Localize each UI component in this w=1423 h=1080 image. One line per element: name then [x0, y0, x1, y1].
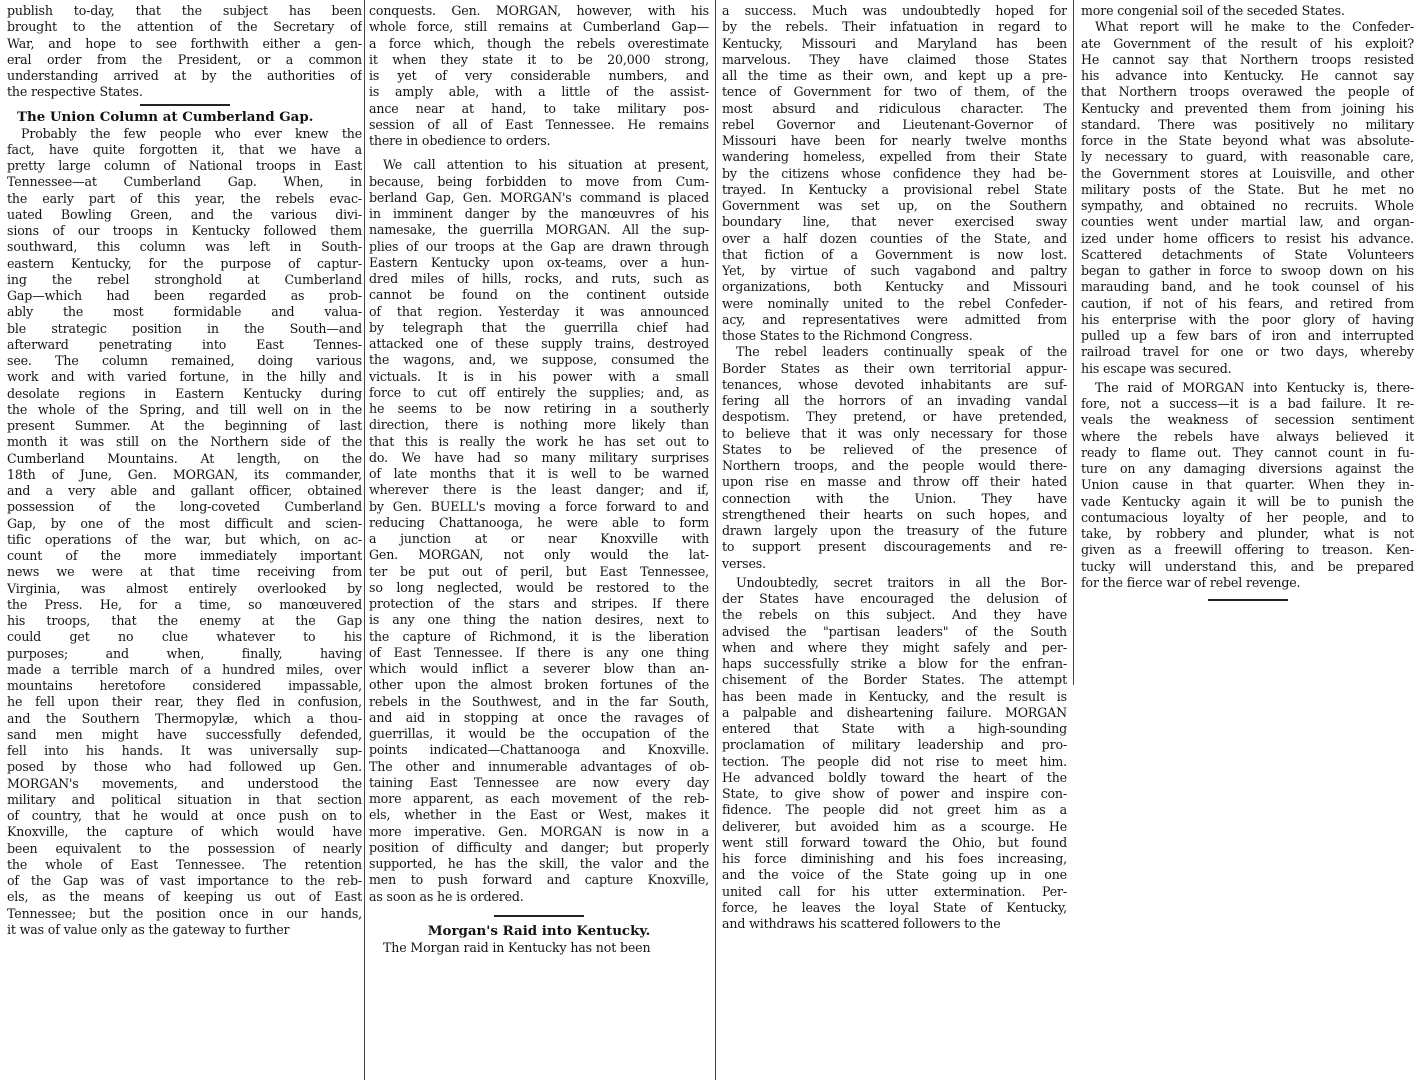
text-line: see. The column remained, doing various [7, 353, 362, 368]
text-line: plies of our troops at the Gap are drawn through [369, 238, 709, 254]
text-line: connection with the Union. They have [722, 490, 1067, 506]
text-line: is yet of very considerable numbers, and [369, 68, 709, 83]
text-line: els, as the means of keeping us out of East [7, 889, 362, 905]
text-line: counties went under martial law, and organ- [1081, 214, 1414, 230]
text-line: men to push forward and capture Knoxville, [369, 872, 709, 888]
text-line: the early part of this year, the rebels evac- [7, 190, 362, 206]
text-line: der States have encouraged the delusion of [722, 591, 1067, 606]
text-line: posed by those who had followed up Gen. [7, 759, 362, 775]
article-heading-union-column: The Union Column at Cumberland Gap. [17, 108, 314, 125]
text-line: Union cause in that quarter. When they in- [1081, 477, 1414, 493]
text-line: been equivalent to the possession of nearly [7, 840, 362, 856]
text-line: sympathy, and obtained no recruits. Whole [1081, 198, 1414, 213]
text-line: brought to the attention of the Secretary of [7, 19, 362, 35]
text-line: publish to-day, that the subject has been [7, 3, 362, 18]
text-line: conquests. Gen. MORGAN, however, with his [369, 3, 709, 18]
text-line: military and political situation in that section [7, 791, 362, 807]
text-line: cannot be found on the continent outside [369, 287, 709, 303]
text-line: mountains heretofore considered impassable, [7, 678, 362, 693]
text-line: Yet, by virtue of such vagabond and paltry [722, 263, 1067, 278]
column-4-paragraph-3 [1081, 380, 1414, 591]
text-line: there in obedience to orders. [369, 133, 551, 148]
text-line: whole force, still remains at Cumberland Gap— [369, 19, 709, 35]
text-line: of country, that he would at once push on to [7, 808, 362, 823]
text-line: a force which, though the rebels overestimate [369, 35, 709, 51]
text-line: drawn largely upon the treasury of the future [722, 523, 1067, 538]
text-line: The Morgan raid in Kentucky has not been [383, 939, 651, 955]
text-line: force in the State beyond what was absolute- [1081, 133, 1414, 148]
text-line: Kentucky, Missouri and Maryland has been [722, 35, 1067, 51]
text-line: tific operations of the war, but which, on ac- [7, 531, 362, 547]
column-2-paragraph-1 [369, 3, 709, 149]
column-4-end-rule [1208, 599, 1288, 601]
text-line: it was of value only as the gateway to further [7, 921, 290, 937]
text-line: those States to the Richmond Congress. [722, 328, 973, 343]
text-line: over a half dozen counties of the State, and [722, 230, 1067, 246]
text-line: Eastern Kentucky upon ox-teams, over a hun- [369, 254, 709, 270]
text-line: ture on any damaging diversions against the [1081, 461, 1414, 476]
text-line: deliverer, but avoided him as a scourge. He [722, 818, 1067, 834]
text-line: acy, and representatives were admitted from [722, 311, 1067, 327]
text-line: despotism. They pretend, or have pretended, [722, 409, 1067, 425]
text-line: the capture of Richmond, it is the liberation [369, 628, 709, 644]
text-line: his force diminishing and his foes increasing, [722, 851, 1067, 866]
text-line: united call for his utter extermination. Per- [722, 883, 1067, 899]
text-line: when and where they might safely and per- [722, 639, 1067, 655]
text-line: eastern Kentucky, for the purpose of captur- [7, 255, 362, 271]
column-2 [369, 0, 709, 1080]
text-line: news we were at that time receiving from [7, 564, 362, 580]
text-line: more imperative. Gen. MORGAN is now in a [369, 823, 709, 839]
text-line: force to cut off entirely the supplies; and, as [369, 384, 709, 400]
text-line: Kentucky and prevented them from joining his [1081, 100, 1414, 116]
text-line: Cumberland Mountains. At length, on the [7, 450, 362, 466]
text-line: he fell upon their rear, they fled in confusion, [7, 694, 362, 710]
text-line: is any one thing the nation desires, next to [369, 612, 709, 628]
text-line: fell into his hands. It was universally sup- [7, 743, 362, 758]
text-line: What report will he make to the Confeder- [1095, 19, 1414, 35]
text-line: of East Tennessee. If there is any one thing [369, 644, 709, 660]
text-line: purposes; and when, finally, having [7, 645, 362, 661]
text-line: Gap, by one of the most difficult and scien- [7, 515, 362, 531]
text-line: count of the more immediately important [7, 548, 362, 563]
text-line: points indicated—Chattanooga and Knoxville. [369, 742, 709, 758]
text-line: could get no clue whatever to his [7, 629, 362, 645]
text-line: is amply able, with a little of the assist- [369, 84, 709, 100]
text-line: contumacious loyalty of her people, and to [1081, 509, 1414, 525]
text-line: ly necessary to guard, with reasonable care, [1081, 149, 1414, 165]
text-line: position of difficulty and danger; but properly [369, 839, 709, 855]
text-line: 18th of June, Gen. MORGAN, its commander, [7, 466, 362, 482]
text-line: verses. [722, 555, 766, 571]
text-line: sand men might have successfully defended, [7, 726, 362, 742]
column-divider-1 [364, 0, 365, 1080]
text-line: the wagons, and, we suppose, consumed the [369, 352, 709, 368]
text-line: it when they state it to be 20,000 strong, [369, 51, 709, 67]
text-line: where the rebels have always believed it [1081, 428, 1414, 444]
column-2-paragraph-2 [369, 157, 709, 905]
text-line: vade Kentucky again it will be to punish the [1081, 493, 1414, 509]
text-line: ably the most formidable and valua- [7, 304, 362, 320]
text-line: Missouri have been for nearly twelve months [722, 133, 1067, 148]
text-line: were nominally united to the rebel Confeder- [722, 295, 1067, 311]
text-line: the whole of East Tennessee. The retention [7, 856, 362, 872]
text-line: State, to give show of power and inspire con- [722, 786, 1067, 801]
text-line: by telegraph that the guerrilla chief had [369, 319, 709, 335]
text-line: Northern troops, and the people would there- [722, 458, 1067, 473]
text-line: to believe that it was only necessary for those [722, 425, 1067, 441]
text-line: wandering homeless, expelled from their State [722, 149, 1067, 165]
column-1 [7, 0, 362, 1080]
text-line: strengthened their hearts on such hopes, and [722, 506, 1067, 522]
text-line: Probably the few people who ever knew the [21, 125, 362, 141]
text-line: ready to flame out. They cannot count in fu- [1081, 444, 1414, 460]
text-line: and the voice of the State going up in one [722, 867, 1067, 883]
text-line: the rebels on this subject. And they have [722, 607, 1067, 623]
text-line: his enterprise with the poor glory of having [1081, 311, 1414, 327]
text-line: more congenial soil of the seceded States. [1081, 3, 1345, 18]
text-line: a success. Much was undoubtedly hoped for [722, 3, 1067, 18]
text-line: MORGAN's movements, and understood the [7, 775, 362, 791]
text-line: The rebel leaders continually speak of the [736, 344, 1067, 360]
text-line: and aid in stopping at once the ravages of [369, 709, 709, 725]
column-1-rule [140, 104, 230, 106]
text-line: ized under home officers to resist his advance. [1081, 230, 1414, 246]
text-line: els, whether in the East or West, makes it [369, 807, 709, 823]
text-line: month it was still on the Northern side of the [7, 434, 362, 450]
text-line: boundary line, that never exercised sway [722, 214, 1067, 230]
text-line: victuals. It is in his power with a small [369, 368, 709, 384]
text-line: began to gather in force to swoop down on his [1081, 263, 1414, 278]
text-line: other upon the almost broken fortunes of the [369, 677, 709, 693]
text-line: possession of the long-coveted Cumberland [7, 499, 362, 515]
text-line: rebel Governor and Lieutenant-Governor of [722, 116, 1067, 132]
text-line: caution, if not of his fears, and retired from [1081, 295, 1414, 311]
article-heading-morgans-raid: Morgan's Raid into Kentucky. [427, 922, 651, 939]
column-4-paragraph-1 [1081, 3, 1414, 19]
text-line: which would inflict a severer blow than an- [369, 661, 709, 676]
text-line: Virginia, was almost entirely overlooked by [7, 580, 362, 596]
text-line: standard. There was positively no military [1081, 116, 1414, 132]
text-line: tence of Government for two of them, of the [722, 84, 1067, 100]
text-line: fidence. The people did not greet him as a [722, 802, 1067, 818]
text-line: veals the weakness of secession sentiment [1081, 412, 1414, 428]
text-line: for the fierce war of rebel revenge. [1081, 574, 1301, 590]
column-3-paragraph-3 [722, 575, 1067, 933]
column-2-rule [494, 915, 584, 917]
text-line: tucky will understand this, and be prepared [1081, 558, 1414, 574]
text-line: a junction at or near Knoxville with [369, 531, 709, 546]
text-line: to support present discouragements and re- [722, 539, 1067, 555]
text-line: wherever there is the least danger; and if, [369, 482, 709, 498]
text-line: sions of our troops in Kentucky followed them [7, 223, 362, 238]
text-line: Border States as their own territorial appur- [722, 360, 1067, 376]
text-line: a palpable and disheartening failure. MORGAN [722, 704, 1067, 720]
text-line: marvelous. They have claimed those States [722, 51, 1067, 67]
text-line: by the citizens whose confidence they had be- [722, 165, 1067, 181]
text-line: Gen. MORGAN, not only would the lat- [369, 547, 709, 563]
text-line: ance near at hand, to take military pos- [369, 100, 709, 116]
text-line: fore, not a success—it is a bad failure. It re- [1081, 396, 1414, 411]
text-line: Undoubtedly, secret traitors in all the Bor- [736, 574, 1067, 590]
column-4 [1081, 0, 1414, 1080]
column-3-paragraph-2 [722, 344, 1067, 572]
text-line: upon rise en masse and throw off their hated [722, 474, 1067, 490]
text-line: the whole of the Spring, and till well on in the [7, 401, 362, 417]
text-line: ing the rebel stronghold at Cumberland [7, 271, 362, 287]
text-line: namesake, the guerrilla MORGAN. All the sup- [369, 222, 709, 238]
text-line: fering all the horrors of an invading vandal [722, 393, 1067, 408]
text-line: most absurd and ridiculous character. The [722, 100, 1067, 116]
text-line: he seems to be now retiring in a southerly [369, 401, 709, 416]
text-line: work and with varied fortune, in the hilly and [7, 369, 362, 385]
text-line: the Government stores at Louisville, and other [1081, 165, 1414, 181]
text-line: afterward penetrating into East Tennes- [7, 336, 362, 352]
text-line: the Press. He, for a time, so manœuvered [7, 596, 362, 612]
text-line: the respective States. [7, 84, 143, 100]
column-1-article-body [7, 126, 362, 939]
text-line: He advanced boldly toward the heart of the [722, 769, 1067, 785]
text-line: attacked one of these supply trains, destroyed [369, 336, 709, 351]
text-line: rebels in the Southwest, and in the far South, [369, 693, 709, 709]
text-line: understanding arrived at by the authorities of [7, 68, 362, 83]
text-line: in imminent danger by the manœuvres of his [369, 206, 709, 221]
text-line: his troops, that the enemy at the Gap [7, 613, 362, 628]
text-line: that this is really the work he has set out to [369, 433, 709, 449]
text-line: present Summer. At the beginning of last [7, 418, 362, 433]
text-line: do. We have had so many military surprises [369, 449, 709, 465]
text-line: The raid of MORGAN into Kentucky is, there- [1095, 379, 1414, 395]
text-line: that fiction of a Government is now lost. [722, 246, 1067, 262]
text-line: session of all of East Tennessee. He remains [369, 116, 709, 132]
column-3 [722, 0, 1067, 1080]
text-line: his advance into Kentucky. He cannot say [1081, 68, 1414, 83]
text-line: of the Gap was of vast importance to the reb- [7, 873, 362, 888]
text-line: chisement of the Border States. The attempt [722, 672, 1067, 688]
column-4-paragraph-2 [1081, 19, 1414, 377]
text-line: Gap—which had been regarded as prob- [7, 288, 362, 303]
text-line: pulled up a few bars of iron and interrupted [1081, 328, 1414, 343]
text-line: so long neglected, would be restored to the [369, 579, 709, 595]
text-line: Government was set up, on the Southern [722, 198, 1067, 213]
text-line: and withdraws his scattered followers to the [722, 916, 1001, 931]
column-1-lead-paragraph [7, 3, 362, 101]
text-line: and the Southern Thermopylæ, which a thou- [7, 710, 362, 726]
text-line: take, by robbery and plunder, what is not [1081, 526, 1414, 541]
text-line: reducing Chattanooga, he were able to form [369, 514, 709, 530]
text-line: made a terrible march of a hundred miles, over [7, 661, 362, 677]
text-line: railroad travel for one or two days, whereby [1081, 344, 1414, 360]
column-3-paragraph-1 [722, 3, 1067, 344]
text-line: more apparent, as each movement of the reb- [369, 791, 709, 806]
text-line: military posts of the State. But he met no [1081, 181, 1414, 197]
text-line: fact, have quite forgotten it, that we have a [7, 141, 362, 157]
text-line: southward, this column was left in South- [7, 239, 362, 255]
text-line: guerrillas, it would be the occupation of the [369, 726, 709, 741]
text-line: haps successfully strike a blow for the enfran- [722, 656, 1067, 671]
text-line: pretty large column of National troops in East [7, 158, 362, 173]
text-line: Tennessee; but the position once in our hands, [7, 905, 362, 921]
text-line: by the rebels. Their infatuation in regard to [722, 19, 1067, 35]
text-line: all the time as their own, and kept up a pre- [722, 68, 1067, 83]
text-line: his escape was secured. [1081, 360, 1232, 376]
text-line: organizations, both Kentucky and Missouri [722, 279, 1067, 295]
text-line: We call attention to his situation at present, [383, 157, 709, 173]
text-line: proclamation of military leadership and pro- [722, 737, 1067, 753]
text-line: ble strategic position in the South—and [7, 320, 362, 336]
text-line: entered that State with a high-sounding [722, 721, 1067, 736]
column-2-paragraph-3 [369, 940, 709, 956]
text-line: dred miles of hills, rocks, and ruts, such as [369, 271, 709, 286]
text-line: by Gen. BUELL's moving a force forward to and [369, 498, 709, 514]
text-line: that Northern troops overawed the people of [1081, 84, 1414, 100]
text-line: as soon as he is ordered. [369, 888, 524, 904]
text-line: trayed. In Kentucky a provisional rebel State [722, 181, 1067, 197]
text-line: The other and innumerable advantages of ob- [369, 758, 709, 774]
text-line: eral order from the President, or a common [7, 51, 362, 67]
text-line: Knoxville, the capture of which would have [7, 824, 362, 840]
text-line: War, and hope to see forthwith either a gen- [7, 35, 362, 51]
text-line: went still forward toward the Ohio, but found [722, 834, 1067, 850]
text-line: force, he leaves the loyal State of Kentucky, [722, 899, 1067, 915]
column-divider-3 [1073, 0, 1074, 685]
text-line: uated Bowling Green, and the various divi- [7, 206, 362, 222]
text-line: ate Government of the result of his exploit? [1081, 35, 1414, 51]
text-line: because, being forbidden to move from Cum- [369, 173, 709, 189]
text-line: berland Gap, Gen. MORGAN's command is placed [369, 189, 709, 205]
text-line: ter be put out of peril, but East Tennessee, [369, 563, 709, 579]
text-line: Scattered detachments of State Volunteers [1081, 246, 1414, 262]
text-line: given as a freewill offering to treason. Ken- [1081, 542, 1414, 558]
text-line: marauding band, and he took counsel of his [1081, 279, 1414, 295]
text-line: has been made in Kentucky, and the result is [722, 688, 1067, 704]
text-line: protection of the stars and stripes. If there [369, 596, 709, 611]
text-line: tection. The people did not rise to meet him. [722, 753, 1067, 769]
text-line: taining East Tennessee are now every day [369, 774, 709, 790]
text-line: advised the "partisan leaders" of the South [722, 623, 1067, 639]
text-line: of late months that it is well to be warned [369, 466, 709, 481]
text-line: direction, there is nothing more likely than [369, 417, 709, 433]
text-line: supported, he has the skill, the valor and the [369, 856, 709, 871]
text-line: desolate regions in Eastern Kentucky during [7, 385, 362, 401]
text-line: He cannot say that Northern troops resisted [1081, 51, 1414, 67]
column-divider-2 [715, 0, 716, 1080]
text-line: States to be relieved of the presence of [722, 441, 1067, 457]
text-line: of that region. Yesterday it was announced [369, 303, 709, 319]
text-line: tenances, whose devoted inhabitants are suf- [722, 376, 1067, 392]
text-line: and a very able and gallant officer, obtained [7, 483, 362, 498]
text-line: Tennessee—at Cumberland Gap. When, in [7, 174, 362, 190]
